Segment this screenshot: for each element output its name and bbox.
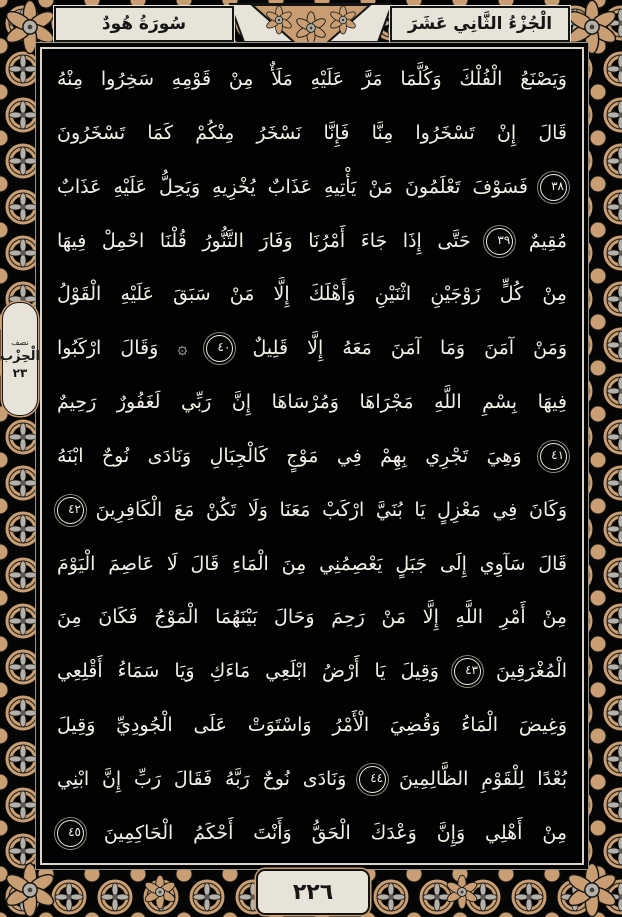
quran-text-lines [57, 53, 567, 859]
hizb-marker-number: ٢٣ [12, 366, 28, 380]
ayah-marker: ٤١ [540, 443, 567, 470]
ayah-marker: ٤٥ [57, 820, 84, 847]
quran-line: وَيَصْنَعُ الْفُلْكَ وَكُلَّمَا مَرَّ عَلَيْهِ مَلَأٌ مِنْ قَوْمِهِ سَخِرُوا مِنْهُ [57, 68, 567, 90]
quran-line: قَالَ إِنْ تَسْخَرُوا مِنَّا فَإِنَّا نَسْخَرُ مِنْكُمْ كَمَا تَسْخَرُونَ [57, 121, 567, 144]
quran-line: ٤١ وَهِيَ تَجْرِي بِهِمْ فِي مَوْجٍ كَالْجِبَالِ وَنَادَى نُوحٌ ابْنَهُ [57, 430, 567, 482]
quran-line: فِيهَا بِسْمِ اللَّهِ مَجْرَاهَا وَمُرْسَاهَا إِنَّ رَبِّي لَغَفُورٌ رَحِيمٌ [57, 391, 567, 414]
surah-header-band [54, 6, 234, 42]
quran-line: ٣٨ فَسَوْفَ تَعْلَمُونَ مَنْ يَأْتِيهِ عَذَابٌ يُخْزِيهِ وَيَحِلُّ عَلَيْهِ عَذَابٌ [57, 161, 567, 213]
surah-title: سُورَةُ هُودٌ [101, 14, 187, 34]
hizb-marker [2, 302, 38, 416]
quran-line: وَكَانَ فِي مَعْزِلٍ يَا بُنَيَّ ارْكَبْ مَعَنَا وَلَا تَكُنْ مَعَ الْكَافِرِينَ ٤٢ [57, 484, 567, 536]
quran-line: قَالَ سَآوِي إِلَى جَبَلٍ يَعْصِمُنِي مِنَ الْمَاءِ قَالَ لَا عَاصِمَ الْيَوْمَ [57, 552, 567, 575]
quran-line: مِنْ أَهْلِي وَإِنَّ وَعْدَكَ الْحَقُّ وَأَنْتَ أَحْكَمُ الْحَاكِمِينَ ٤٥ [57, 807, 567, 859]
ayah-marker: ٤٤ [359, 766, 386, 793]
ayah-marker: ٤٠ [206, 335, 233, 362]
hizb-marker-half-label: نصف [11, 338, 29, 347]
hizb-marker-word: الْحِزْب [0, 349, 40, 364]
quran-line: بُعْدًا لِلْقَوْمِ الظَّالِمِينَ ٤٤ وَنَادَى نُوحٌ رَبَّهُ فَقَالَ رَبِّ إِنَّ ابْنِي [57, 753, 567, 805]
quran-text-frame [40, 47, 584, 865]
quran-line: وَغِيضَ الْمَاءُ وَقُضِيَ الْأَمْرُ وَاسْتَوَتْ عَلَى الْجُودِيِّ وَقِيلَ [57, 714, 567, 737]
ayah-marker: ٣٩ [486, 228, 513, 255]
ayah-marker: ٤٢ [57, 497, 84, 524]
page-number: ٢٢٦ [292, 879, 334, 905]
quran-line: وَمَنْ آمَنَ وَمَا آمَنَ مَعَهُ إِلَّا قَلِيلٌ ٤٠ ۞ وَقَالَ ارْكَبُوا [57, 322, 567, 374]
rub-el-hizb-icon: ۞ [177, 338, 188, 359]
quran-line: مِنْ أَمْرِ اللَّهِ إِلَّا مَنْ رَحِمَ وَحَالَ بَيْنَهُمَا الْمَوْجُ فَكَانَ مِنَ [57, 606, 567, 629]
juz-title: الْجُزْءُ الثَّانِي عَشَرَ [407, 14, 553, 34]
ayah-marker: ٤٣ [454, 658, 481, 685]
page-number-cartouche [256, 869, 370, 915]
ayah-marker: ٣٨ [540, 174, 567, 201]
quran-line: مِنْ كُلٍّ زَوْجَيْنِ اثْنَيْنِ وَأَهْلَكَ إِلَّا مَنْ سَبَقَ عَلَيْهِ الْقَوْلُ [57, 283, 567, 306]
quran-line: مُقِيمٌ ٣٩ حَتَّى إِذَا جَاءَ أَمْرُنَا وَفَارَ التَّنُّورُ قُلْنَا احْمِلْ فِيهَا [57, 215, 567, 267]
quran-line: الْمُغْرَقِينَ ٤٣ وَقِيلَ يَا أَرْضُ ابْلَعِي مَاءَكِ وَيَا سَمَاءُ أَقْلِعِي [57, 645, 567, 697]
juz-header-band [390, 6, 570, 42]
